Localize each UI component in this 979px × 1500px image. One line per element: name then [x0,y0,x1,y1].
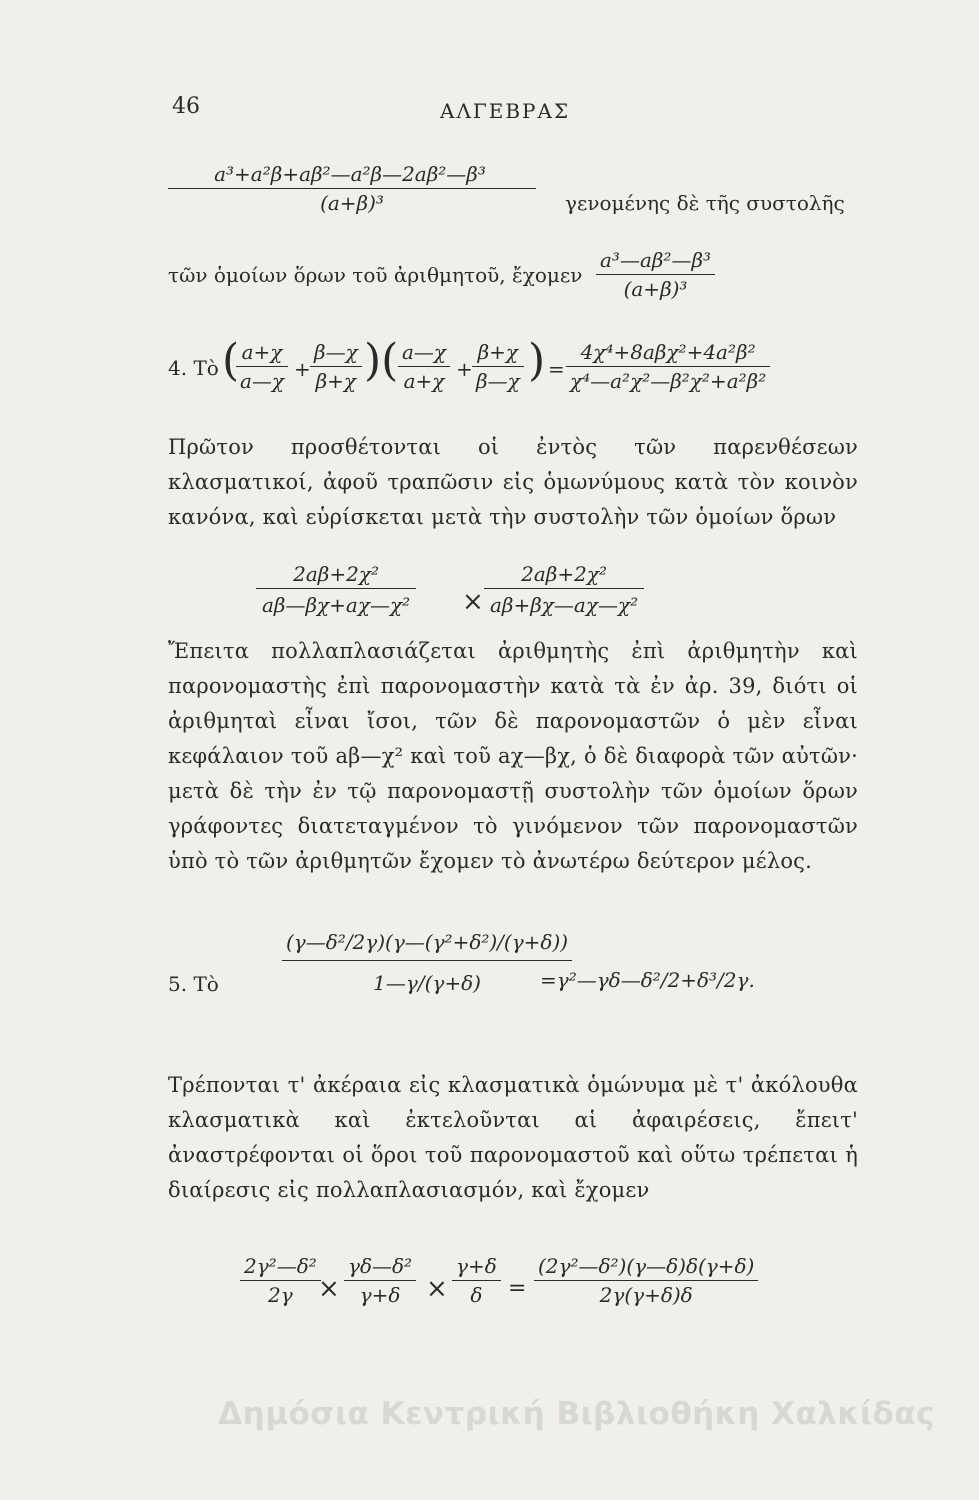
final-f4-den: 2γ(γ+δ)δ [534,1280,758,1307]
fraction-top [168,162,536,215]
ex4-plus1: + [294,357,311,381]
ex4-equals: = [548,357,565,381]
ex4-paragraph: Πρῶτον προσθέτονται οἱ ἐντὸς τῶν παρενθέσεων κλασματικοί, ἀφοῦ τραπῶσιν εἰς ὁμωνύμους κατὰ τὸν κοινὸν κανόνα, καὶ εὑρίσκεται μετὰ τὴν συστολὴν τῶν ὁμοίων ὅρων [168,435,858,529]
final-f1-den: 2γ [240,1280,321,1307]
ex5-paragraph: Τρέπονται τ' ἀκέραια εἰς κλασματικὰ ὁμώνυμα μὲ τ' ἀκόλουθα κλασματικὰ καὶ ἐκτελοῦνται αἱ ἀφαιρέσεις, ἔπειτ' ἀναστρέφονται οἱ ὅροι τοῦ παρονομαστοῦ καὶ οὕτω τρέπεται ἡ διαίρεσις εἰς πολλαπλασιασμόν, καὶ ἔχομεν [168,1073,858,1202]
final-f4-num: (2γ²—δ²)(γ—δ)δ(γ+δ) [538,1254,755,1278]
final-equals: = [508,1276,527,1301]
product-frac2 [484,562,644,617]
result-den: (a+β)³ [596,274,715,301]
ex4-rhs-num: 4χ⁴+8aβχ²+4a²β² [580,340,756,364]
ex4-rhs-den: χ⁴—a²χ²—β²χ²+a²β² [566,366,770,393]
ex4-frac3-num: a—χ [402,340,447,364]
final-frac2 [344,1254,416,1307]
ex4-frac2-den: β+χ [310,366,362,393]
library-watermark [0,1396,979,1432]
ex4-frac2 [310,340,362,393]
product-num1: 2aβ+2χ² [293,562,379,586]
final-f1-num: 2γ²—δ² [244,1254,317,1278]
ex5-big-den: 1—γ/(γ+δ) [282,960,572,995]
result-fraction [596,248,715,301]
ex4-frac1-den: a—χ [236,366,288,393]
product-frac1 [256,562,416,617]
final-frac3 [452,1254,501,1307]
library-watermark-text: Δημόσια Κεντρική Βιβλιοθήκη Χαλκίδας [218,1396,935,1432]
product-times: × [462,587,484,617]
final-times2: × [426,1274,448,1304]
final-f3-num: γ+δ [456,1254,497,1278]
ex5-big-num: (γ—δ²/2γ)(γ—(γ²+δ²)/(γ+δ)) [286,930,569,954]
ex4-frac1 [236,340,288,393]
final-f2-num: γδ—δ² [348,1254,413,1278]
product-den1: aβ—βχ+aχ—χ² [256,588,416,617]
ex5-rhs: =γ²—γδ—δ²/2+δ³/2γ. [540,968,755,992]
page-number: 46 [172,94,200,119]
ex4-rhs-fraction [566,340,770,393]
ex4-frac4-den: β—χ [472,366,524,393]
example-5-label: 5. Τὸ [168,972,219,996]
result-num: a³—aβ²—β³ [600,248,712,272]
ex4-frac4 [472,340,524,393]
line2-text: τῶν ὁμοίων ὅρων τοῦ ἀριθμητοῦ, ἔχομεν [168,263,583,287]
example-4-label: 4. Τὸ [168,356,219,380]
ex5-big-fraction [282,930,572,995]
final-f3-den: δ [452,1280,501,1307]
running-title: ΑΛΓΕΒΡΑΣ [440,99,571,123]
ex4-frac4-num: β+χ [477,340,519,364]
ex4-paragraph2: Ἔπειτα πολλαπλασιάζεται ἀριθμητὴς ἐπὶ ἀριθμητὴν καὶ παρονομαστὴς ἐπὶ παρονομαστὴν κατὰ τὰ ἐν ἀρ. 39, διότι οἱ ἀριθμηταὶ εἶναι ἴσοι, τῶν δὲ παρονομαστῶν ὁ μὲν εἶναι κεφάλαιον τοῦ aβ—χ² καὶ τοῦ aχ—βχ, ὁ δὲ διαφορὰ τῶν αὐτῶν· μετὰ δὲ τὴν ἐν τῷ παρονομαστῇ συστολὴν τῶν ὁμοίων ὅρων γράφοντες διατεταγμένον τὸ γινόμενον τῶν παρονομαστῶν ὑπὸ τὸ τῶν ἀριθμητῶν ἔχομεν τὸ ἀνωτέρω δεύτερον μέλος. [168,639,858,873]
ex4-paren-left: ( [222,335,240,386]
ex4-paren-mid: )( [364,335,399,386]
fraction-top-den: (a+β)³ [168,188,536,215]
final-frac4 [534,1254,758,1307]
final-frac1 [240,1254,321,1307]
final-f2-den: γ+δ [344,1280,416,1307]
ex4-frac3 [398,340,450,393]
ex4-frac2-num: β—χ [314,340,358,364]
final-times1: × [318,1274,340,1304]
fraction-top-num: a³+a²β+aβ²—a²β—2aβ²—β³ [214,162,486,186]
ex4-frac3-den: a+χ [398,366,450,393]
product-num2: 2aβ+2χ² [521,562,607,586]
ex4-paren-right: ) [528,335,546,386]
product-den2: aβ+βχ—aχ—χ² [484,588,644,617]
ex4-plus2: + [456,357,473,381]
text-after-fraction: γενομένης δὲ τῆς συστολῆς [565,191,845,215]
ex4-frac1-num: a+χ [241,340,283,364]
